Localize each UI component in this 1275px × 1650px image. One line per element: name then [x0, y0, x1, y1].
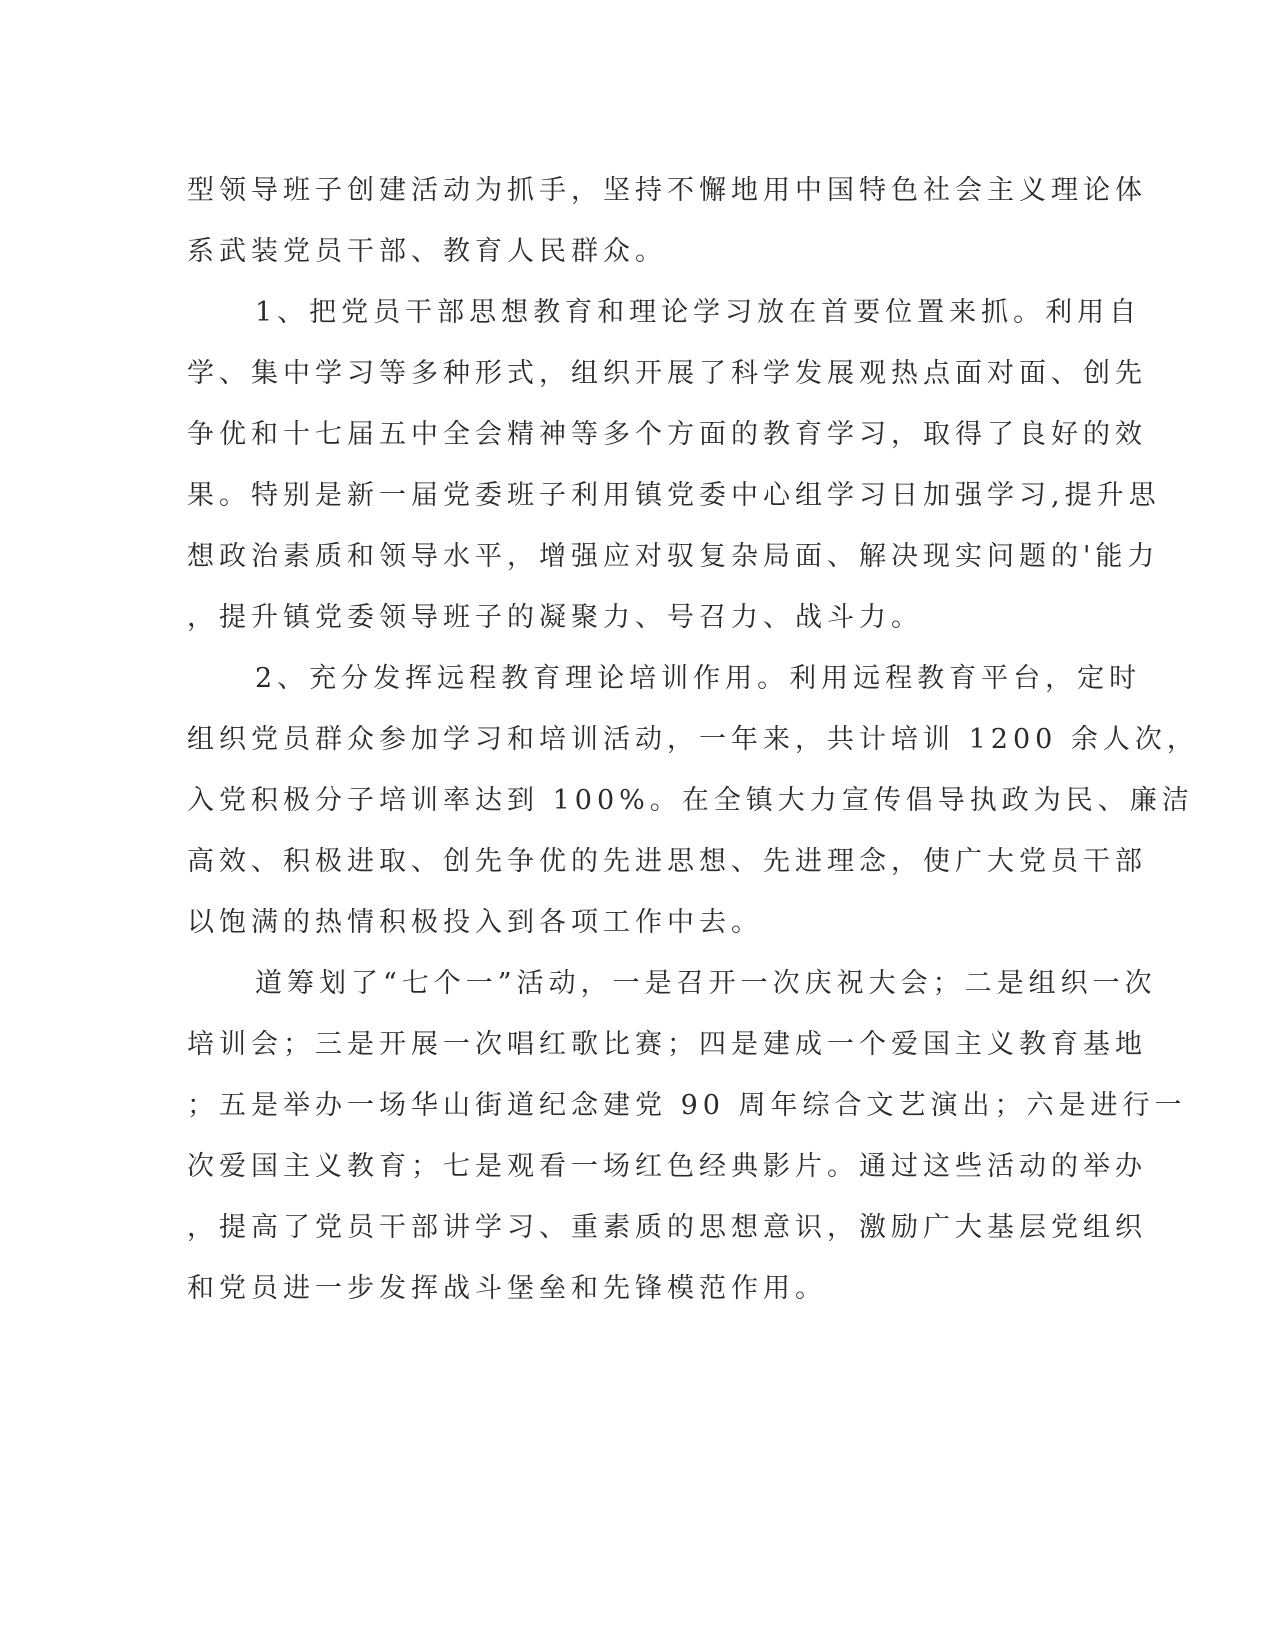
text-line: 道筹划了“七个一”活动，一是召开一次庆祝大会；二是组织一次 [255, 968, 1157, 999]
text-line: 以饱满的热情积极投入到各项工作中去。 [187, 907, 763, 938]
text-line: 高效、积极进取、创先争优的先进思想、先进理念，使广大党员干部 [187, 846, 1147, 877]
paragraph-3 [187, 648, 1199, 953]
text-line: 学、集中学习等多种形式，组织开展了科学发展观热点面对面、创先 [187, 358, 1147, 389]
text-line: 2、充分发挥远程教育理论培训作用。利用远程教育平台，定时 [255, 663, 1142, 694]
document-body [187, 160, 1199, 1319]
text-line: ；五是举办一场华山街道纪念建党 90 周年综合文艺演出；六是进行一 [187, 1090, 1187, 1121]
text-line: 入党积极分子培训率达到 100%。在全镇大力宣传倡导执政为民、廉洁 [187, 785, 1194, 816]
paragraph-4 [187, 953, 1187, 1319]
paragraph-1 [187, 160, 1147, 282]
text-line: 1、把党员干部思想教育和理论学习放在首要位置来抓。利用自 [255, 297, 1142, 328]
text-line: 想政治素质和领导水平，增强应对驭复杂局面、解决现实问题的'能力 [187, 541, 1160, 572]
text-line: 系武装党员干部、教育人民群众。 [187, 236, 667, 267]
text-line: ，提升镇党委领导班子的凝聚力、号召力、战斗力。 [187, 602, 923, 633]
paragraph-2 [187, 282, 1161, 648]
text-line: 组织党员群众参加学习和培训活动，一年来，共计培训 1200 余人次， [187, 724, 1199, 755]
text-line: ，提高了党员干部讲学习、重素质的思想意识，激励广大基层党组织 [187, 1212, 1147, 1243]
text-line: 培训会；三是开展一次唱红歌比赛；四是建成一个爱国主义教育基地 [187, 1029, 1147, 1060]
text-line: 型领导班子创建活动为抓手，坚持不懈地用中国特色社会主义理论体 [187, 175, 1147, 206]
text-line: 果。特别是新一届党委班子利用镇党委中心组学习日加强学习,提升思 [187, 480, 1161, 511]
text-line: 争优和十七届五中全会精神等多个方面的教育学习，取得了良好的效 [187, 419, 1147, 450]
text-line: 次爱国主义教育；七是观看一场红色经典影片。通过这些活动的举办 [187, 1151, 1147, 1182]
text-line: 和党员进一步发挥战斗堡垒和先锋模范作用。 [187, 1273, 827, 1304]
